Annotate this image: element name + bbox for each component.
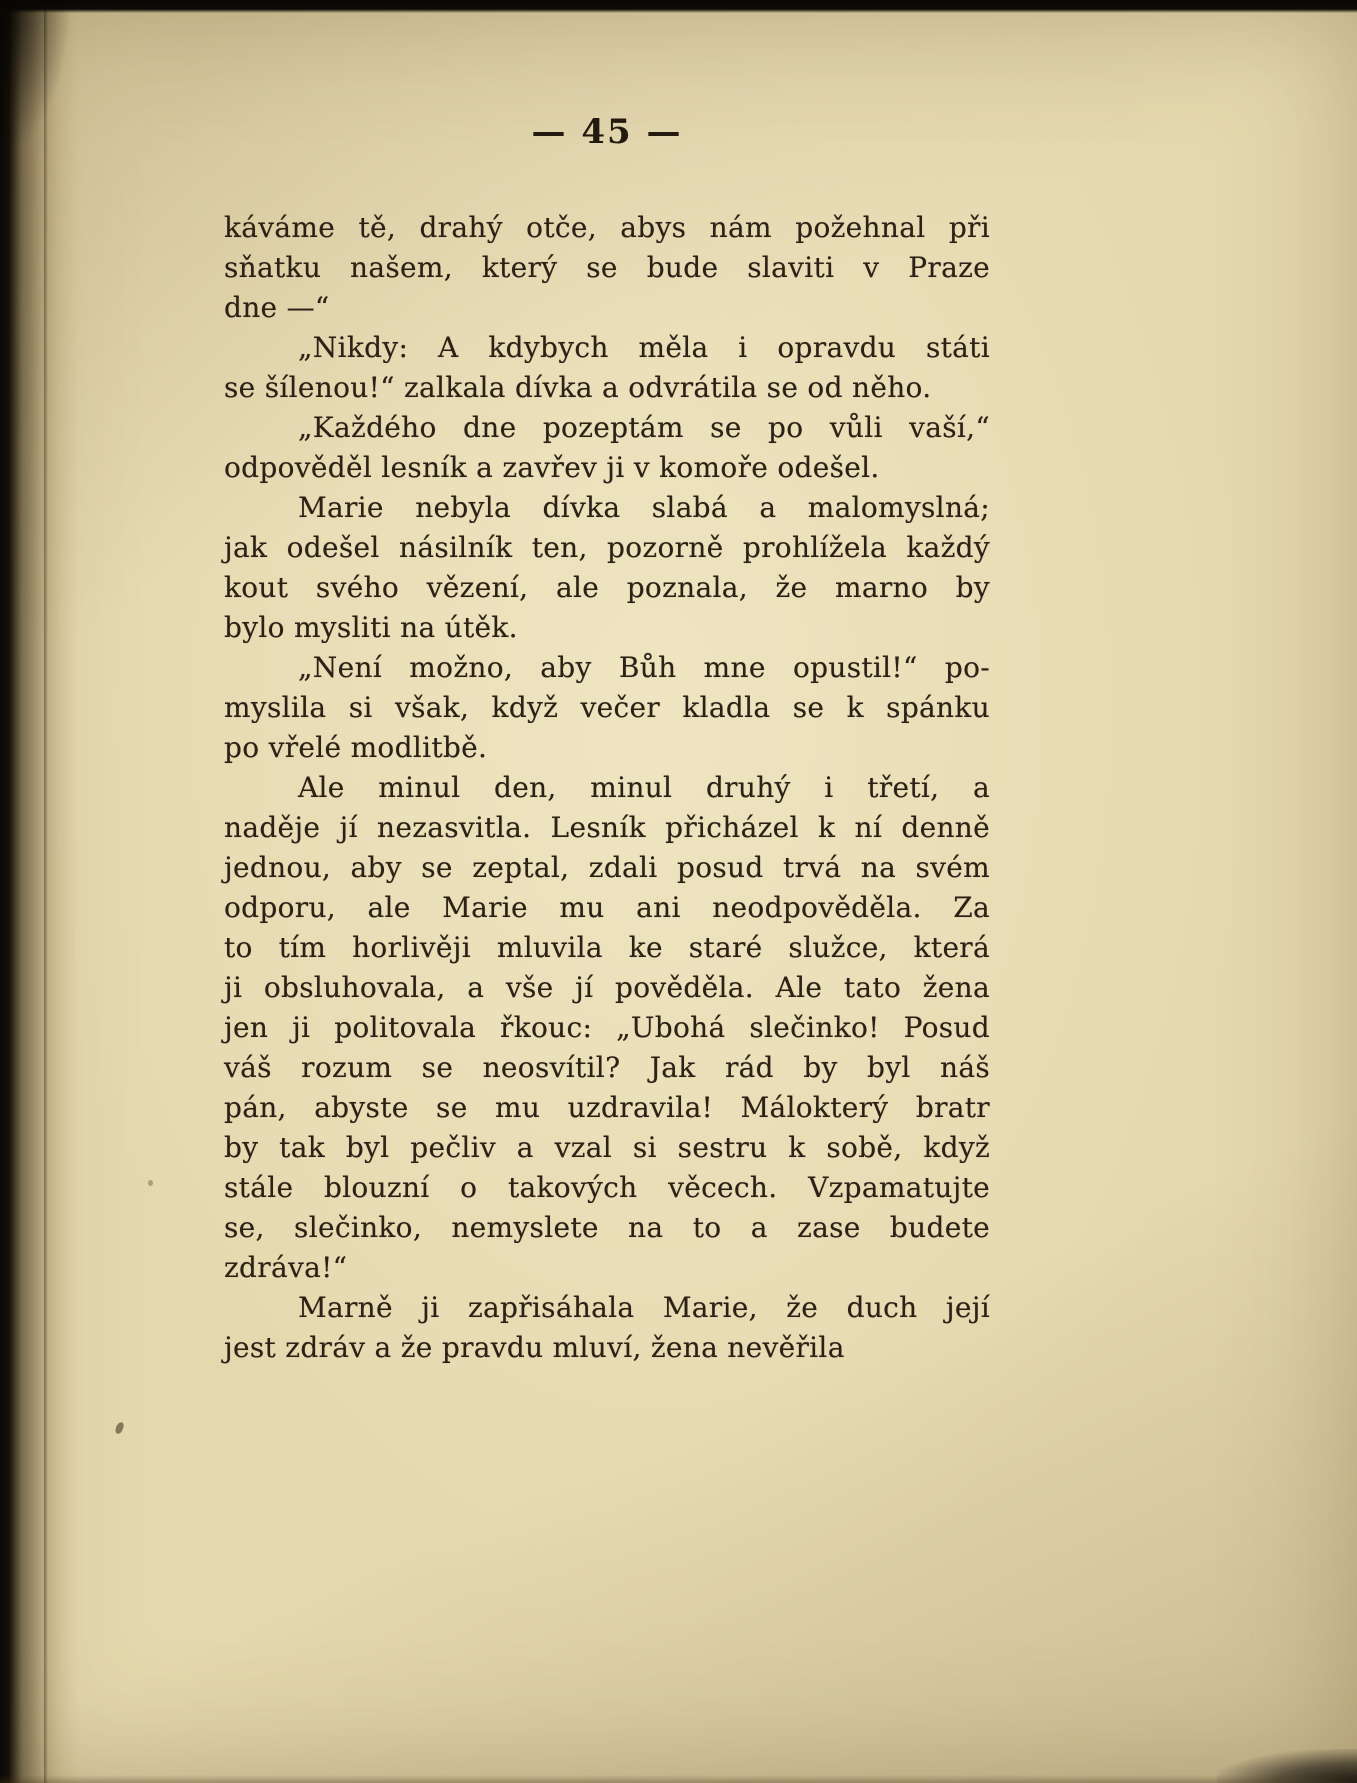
paragraph bbox=[224, 488, 990, 648]
text-line: jen ji politovala řkouc: „Ubohá slečinko! Posud bbox=[224, 1011, 990, 1044]
text-line: kout svého vězení, ale poznala, že marno by bbox=[224, 571, 990, 604]
text-line: jest zdráv a že pravdu mluví, žena nevěřila bbox=[224, 1331, 845, 1364]
text-line: sňatku našem, který se bude slaviti v Praze bbox=[224, 251, 990, 284]
text-line: „Není možno, aby Bůh mne opustil!“ po- bbox=[298, 651, 990, 684]
page-left-binding-edge bbox=[0, 0, 78, 1783]
paragraph bbox=[224, 768, 990, 1288]
text-line: ji obsluhovala, a vše jí pověděla. Ale tato žena bbox=[224, 971, 990, 1004]
text-line: odporu, ale Marie mu ani neodpověděla. Za bbox=[224, 891, 990, 924]
text-line: jak odešel násilník ten, pozorně prohlížela každý bbox=[224, 531, 990, 564]
page-bottom-edge bbox=[0, 1775, 1357, 1783]
ink-speck bbox=[148, 1180, 153, 1186]
text-line: dne —“ bbox=[224, 291, 330, 324]
text-line: myslila si však, když večer kladla se k spánku bbox=[224, 691, 990, 724]
text-line: Marie nebyla dívka slabá a malomyslná; bbox=[298, 491, 990, 524]
paragraph bbox=[224, 1288, 990, 1368]
text-line: to tím horlivěji mluvila ke staré služce, která bbox=[224, 931, 990, 964]
text-line: „Každého dne pozeptám se po vůli vaší,“ bbox=[298, 411, 990, 444]
text-line: „Nikdy: A kdybych měla i opravdu státi bbox=[298, 331, 990, 364]
text-line: po vřelé modlitbě. bbox=[224, 731, 488, 764]
page-number: — 45 — bbox=[531, 112, 683, 152]
text-line: káváme tě, drahý otče, abys nám požehnal při bbox=[224, 211, 990, 244]
text-line: by tak byl pečliv a vzal si sestru k sobě, když bbox=[224, 1131, 990, 1164]
text-line: jednou, aby se zeptal, zdali posud trvá na svém bbox=[224, 851, 990, 884]
text-line: odpověděl lesník a zavřev ji v komoře odešel. bbox=[224, 451, 880, 484]
text-line: se, slečinko, nemyslete na to a zase budete bbox=[224, 1211, 990, 1244]
page-top-left-shadow bbox=[0, 0, 70, 150]
text-line: zdráva!“ bbox=[224, 1251, 348, 1284]
text-line: naděje jí nezasvitla. Lesník přicházel k ní denně bbox=[224, 811, 990, 844]
text-line: se šílenou!“ zalkala dívka a odvrátila se od něho. bbox=[224, 371, 932, 404]
paragraph bbox=[224, 208, 990, 328]
text-line: pán, abyste se mu uzdravila! Málokterý bratr bbox=[224, 1091, 990, 1124]
text-line: Marně ji zapřisáhala Marie, že duch její bbox=[298, 1291, 990, 1324]
ink-speck bbox=[114, 1421, 124, 1435]
paragraph bbox=[224, 408, 990, 488]
text-line: váš rozum se neosvítil? Jak rád by byl náš bbox=[224, 1051, 990, 1084]
text-line: stále blouzní o takových věcech. Vzpamatujte bbox=[224, 1171, 990, 1204]
paragraphs bbox=[224, 208, 990, 1368]
text-block bbox=[224, 0, 990, 1368]
page-left-crease bbox=[44, 0, 48, 1783]
paragraph bbox=[224, 648, 990, 768]
text-line: bylo mysliti na útěk. bbox=[224, 611, 518, 644]
text-line: Ale minul den, minul druhý i třetí, a bbox=[298, 771, 990, 804]
paragraph bbox=[224, 328, 990, 408]
